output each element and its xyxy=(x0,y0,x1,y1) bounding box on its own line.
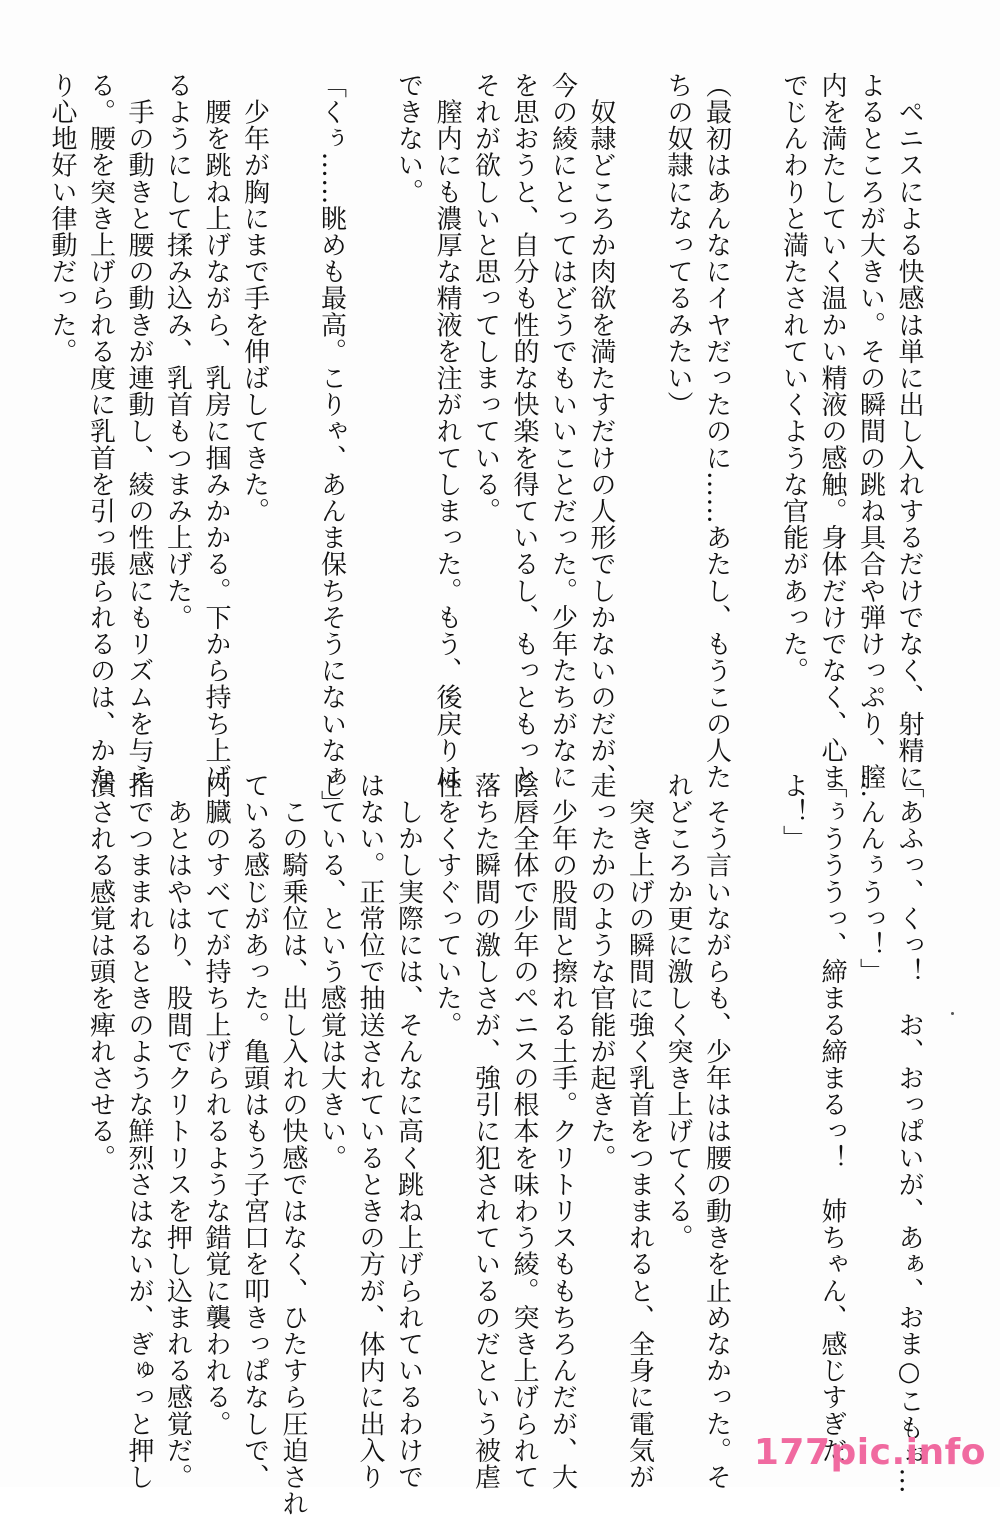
scan-speck xyxy=(951,1012,954,1015)
paragraph-line: を思おうと、自分も性的な快楽を得ているし、もっともっと xyxy=(509,72,539,791)
paragraph-line: るようにして揉み込み、乳首もつまみ上げた。 xyxy=(162,72,193,631)
paragraph-line: 陰唇全体で少年のペニスの根本を味わう綾。突き上げられて xyxy=(509,772,539,1491)
paragraph-line: 「あふっ、くっ！ お、おっぱいが、あぁ、おま○こもぉ… xyxy=(894,772,924,1495)
paragraph-line: 内臓のすべてが持ち上げられるような錯覚に襲われる。 xyxy=(201,772,231,1437)
paragraph-line: …んんぅうっ！」 xyxy=(855,772,886,985)
paragraph-line xyxy=(351,72,390,752)
paragraph-line: 腰を跳ね上げながら、乳房に掴みかかる。下から持ち上げ xyxy=(201,72,231,791)
paragraph-line: しかし実際には、そんなに高く跳ね上げられているわけで xyxy=(393,772,424,1491)
paragraph-line: （最初はあんなにイヤだったのに……あたし、もうこの人た xyxy=(701,72,732,791)
paragraph-line: あとはやはり、股間でクリトリスを押し込まれる感覚だ。 xyxy=(162,772,193,1491)
paragraph-line: でじんわりと満たされていくような官能があった。 xyxy=(778,72,809,684)
paragraph-line: よ！」 xyxy=(778,772,809,852)
paragraph-line: 手の動きと腰の動きが連動し、綾の性感にもリズムを与え xyxy=(124,72,154,791)
paragraph-line: 内を満たしていく温かい精液の感触。身体だけでなく、心ま xyxy=(817,72,847,791)
paragraph-line: れどころか更に激しく突き上げてくる。 xyxy=(663,772,693,1251)
paragraph-line: 指でつままれるときのような鮮烈さはないが、ぎゅっと押し xyxy=(124,772,154,1491)
paragraph-line: よるところが大きい。その瞬間の跳ね具合や弾けっぷり、膣 xyxy=(855,72,886,791)
paragraph-line: そう言いながらも、少年はは腰の動きを止めなかった。そ xyxy=(701,772,732,1491)
paragraph-line: り心地好い律動だった。 xyxy=(47,72,77,365)
paragraph-line: 「ぅうううっ、締まる締まるっ！ 姉ちゃん、感じすぎだ xyxy=(817,772,847,1464)
paragraph-line: はない。正常位で抽送されているときの方が、体内に出入り xyxy=(355,772,385,1491)
paragraph-line: この騎乗位は、出し入れの快感ではなく、ひたすら圧迫され xyxy=(278,772,308,1517)
paragraph-line: 奴隷どころか肉欲を満たすだけの人形でしかないのだが、 xyxy=(586,72,616,791)
paragraph-line xyxy=(274,72,313,752)
paragraph-line: している、という感覚は大きい。 xyxy=(316,772,347,1171)
paragraph-line: ペニスによる快感は単に出し入れするだけでなく、射精に xyxy=(894,72,924,791)
paragraph-line: 落ちた瞬間の激しさが、強引に犯されているのだという被虐 xyxy=(470,772,501,1491)
paragraph-line: 少年の股間と擦れる土手。クリトリスももちろんだが、大 xyxy=(547,772,578,1491)
paragraph-line: る。腰を突き上げられる度に乳首を引っ張られるのは、かな xyxy=(85,72,116,791)
paragraph-line: 突き上げの瞬間に強く乳首をつままれると、全身に電気が xyxy=(624,772,655,1491)
paragraph-line: 今の綾にとってはどうでもいいことだった。少年たちがなに xyxy=(547,72,578,791)
paragraph-line: ている感じがあった。亀頭はもう子宮口を叩きっぱなしで、 xyxy=(239,772,270,1491)
watermark: 177pic.info xyxy=(753,1432,986,1473)
paragraph-line: できない。 xyxy=(393,72,424,205)
top-text-block xyxy=(47,72,928,817)
paragraph-line xyxy=(736,772,775,1452)
paragraph-line: 膣内にも濃厚な精液を注がれてしまった。もう、後戻りは xyxy=(432,72,462,791)
paragraph-line xyxy=(736,72,775,752)
paragraph-line: それが欲しいと思ってしまっている。 xyxy=(470,72,501,525)
paragraph-line: 走ったかのような官能が起きた。 xyxy=(586,772,616,1171)
paragraph-line xyxy=(620,72,659,752)
paragraph-line: 少年が胸にまで手を伸ばしてきた。 xyxy=(239,72,270,525)
paragraph-line: 潰される感覚は頭を痺れさせる。 xyxy=(85,772,116,1171)
paragraph-line: ちの奴隷になってるみたい） xyxy=(663,72,693,418)
paragraph-line: 性をくすぐっていた。 xyxy=(432,772,462,1038)
paragraph-line: 「くぅ……眺めも最高。こりゃ、あんま保ちそうにないなぁ」 xyxy=(316,72,347,817)
